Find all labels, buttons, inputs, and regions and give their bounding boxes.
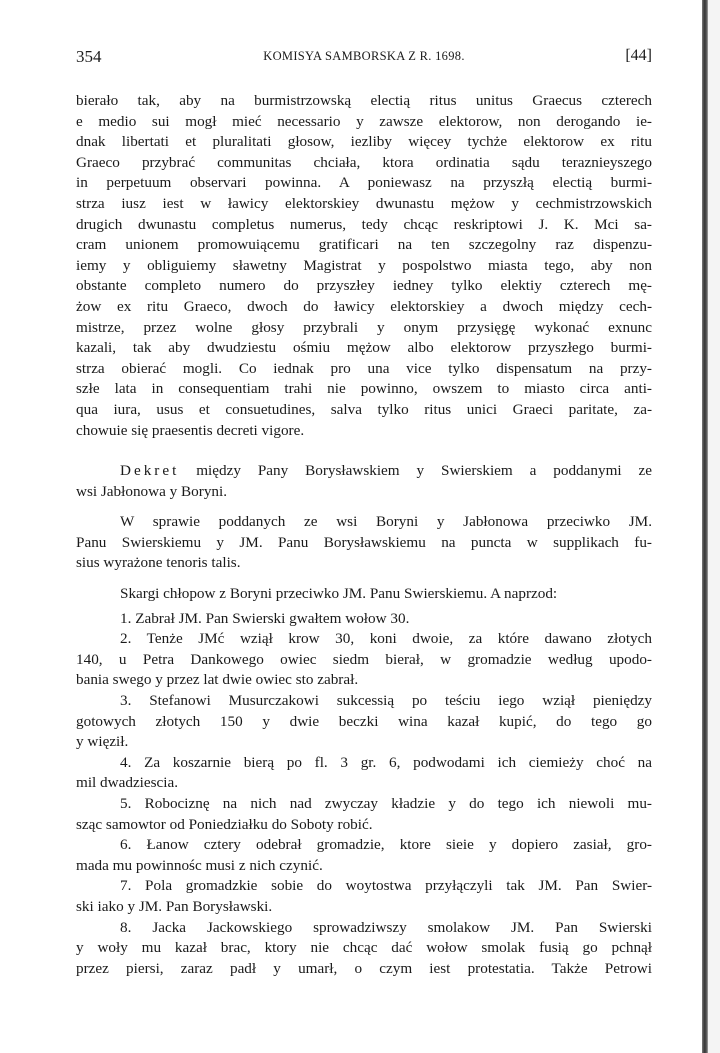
complaint-item [76, 629, 652, 691]
page-header [76, 47, 652, 69]
complaint-item [76, 918, 652, 980]
text-line: chowuie się praesentis decreti vigore. [76, 421, 305, 439]
text-line: 140, u Petra Dankowego owiec siedm bierał, w gromadzie według upodo- [76, 650, 652, 668]
decree-heading [76, 461, 652, 502]
scan-margin [708, 0, 720, 1053]
decree-heading-text: między Pany Borysławskiem y Swierskiem a poddanymi ze [179, 462, 652, 480]
text-line: kazali, tak aby dwudziestu ośmiu mężow albo elektorow przyszłego burmi- [76, 339, 652, 357]
text-line: 4. Za koszarnie bierą po fl. 3 gr. 6, podwodami ich ciemieży choć na [120, 753, 652, 771]
decree-keyword: Dekret [120, 462, 180, 480]
text-line: 8. Jacka Jackowskiego sprowadziwszy smolakow JM. Pan Swierski [120, 918, 652, 936]
text-line: mil dwadziescia. [76, 774, 179, 792]
decree-heading-line: wsi Jabłonowa y Boryni. [76, 482, 228, 500]
text-line: dnak libertati et pluralitati głosow, iezliby więcey tychże elektorow ex ritu [76, 133, 652, 151]
text-line: in perpetuum observari powinna. A poniewasz na przyszłą electią burmi- [76, 174, 652, 192]
text-line: 7. Pola gromadzkie sobie do woytostwa przyłączyli tak JM. Pan Swier- [120, 877, 652, 895]
decree-heading-line [76, 461, 652, 482]
complaint-item [76, 691, 652, 753]
text-line: mistrze, przez wolne głosy przybrali y onym przysięgę wykonać exnunc [76, 318, 652, 336]
complaints-intro: Skargi chłopow z Boryni przeciwko JM. Panu Swierskiemu. A naprzod: [120, 585, 558, 603]
text-line: gotowych złotych 150 y dwie beczki wina kazał kupić, do tego go [76, 712, 652, 730]
text-line: mada mu powinnośc musi z nich czynić. [76, 856, 323, 874]
complaint-item [76, 835, 652, 876]
text-line: szłe lata in consequentiam trahi nie powinno, owszem to miasto circa anti- [76, 380, 652, 398]
paragraph-1 [76, 91, 652, 441]
text-line: bierało tak, aby na burmistrzowską electią ritus unitus Graecus czterech [76, 92, 652, 109]
text-line: e medio sui mogł mieć necessario y zawsze elektorow, non derogando ie- [76, 112, 652, 130]
text-line: y więził. [76, 733, 129, 751]
text-line: drugich dwunastu completus numerus, tedy chcąc reskriptowi J. K. Mci sa- [76, 215, 652, 233]
text-line: 5. Robociznę na nich nad zwyczay kładzie y do tego ich niewoli mu- [120, 795, 652, 812]
text-line: 1. Zabrał JM. Pan Swierski gwałtem wołow 30. [120, 609, 410, 627]
text-line: qua iura, usus et consuetudines, salva tylko ritus unici Graeci paritate, za- [76, 400, 652, 418]
text-line: bania swego y przez lat dwie owiec sto zabrał. [76, 671, 359, 689]
text-line: 3. Stefanowi Musurczakowi sukcessią po teściu iego wziął pieniędzy [120, 692, 652, 710]
text-line: Panu Swierskiemu y JM. Panu Borysławskiemu na puncta w supplikach fu- [76, 533, 652, 551]
text-line: y woły mu kazał brac, ktory nie chcąc dać wołow smolak fusią go pchnął [76, 939, 652, 957]
paragraph-2 [76, 512, 652, 574]
text-line: W sprawie poddanych ze wsi Boryni y Jabłonowa przeciwko JM. [120, 513, 652, 531]
text-line: obstante completo numero do przyszłey iedney tylko elektiy czterech mę- [76, 277, 652, 295]
complaint-item [76, 876, 652, 917]
text-line: Graeco przybrać communitas chciała, ktora ordinatia sądu teraznieyszego [76, 153, 652, 171]
text-line: 2. Tenże JMć wziął krow 30, koni dwoie, za które dawano złotych [120, 630, 652, 648]
page-body [76, 91, 652, 979]
text-line: strza obierać mogli. Co iednak pro una vice tylko dispensatum na przy- [76, 359, 652, 377]
section-number: [44] [625, 47, 652, 64]
text-line: sius wyrażone tenoris talis. [76, 554, 241, 572]
complaints-list [76, 609, 652, 980]
complaint-item [76, 794, 652, 835]
text-line: przez piersi, zaraz padł y umarł, o czym iest protestatia. Także Petrowi [76, 959, 652, 977]
page-number: 354 [76, 47, 102, 66]
text-line: sząc samowtor od Poniedziałku do Soboty robić. [76, 815, 373, 833]
complaint-item [76, 609, 652, 630]
running-title: KOMISYA SAMBORSKA Z R. 1698. [263, 49, 465, 63]
text-line: cram unionem promowuiącemu gratificari na ten szczegolny raz dispenzu- [76, 236, 652, 254]
text-line: 6. Łanow cztery odebrał gromadzie, ktore sieie y dopiero zasiał, gro- [120, 836, 652, 854]
text-line: ski iako y JM. Pan Borysławski. [76, 897, 273, 915]
text-line: strza iusz iest w ławicy elektorskiey dwunastu mężow y cechmistrzowskich [76, 194, 652, 212]
complaint-item [76, 753, 652, 794]
text-line: iemy y obliguiemy sławetny Magistrat y pospolstwo miasta tego, aby non [76, 256, 652, 274]
text-line: żow ex ritu Graeco, dwoch do ławicy elektorskiey a dwoch między cech- [76, 297, 652, 315]
